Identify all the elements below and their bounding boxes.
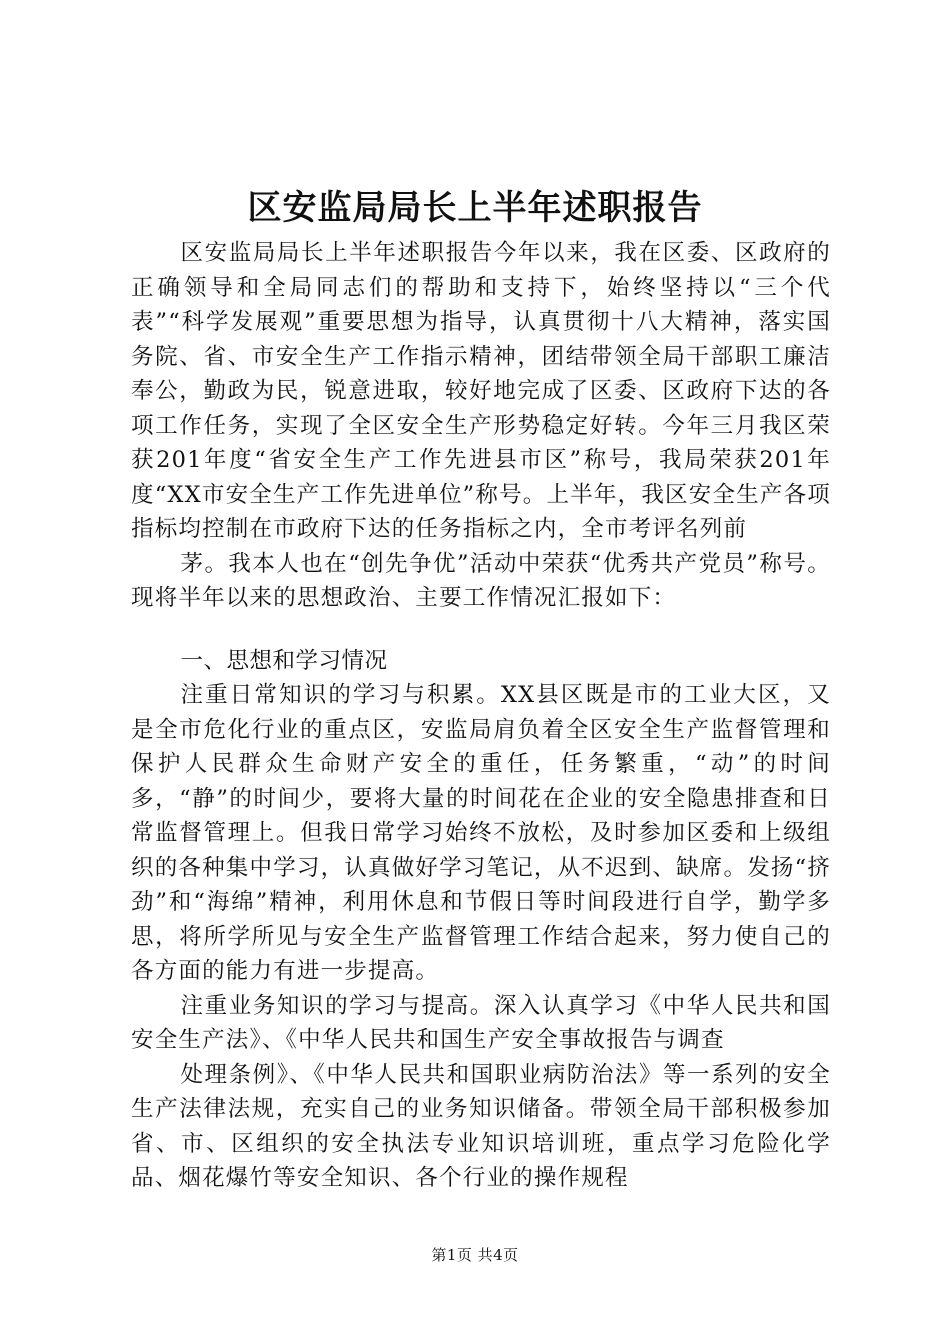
body-paragraph: 处理条例》、《中华人民共和国职业病防治法》等一系列的安全生产法律法规，充实自己的业务知识储备。带领全局干部积极参加省、市、区组织的安全执法专业知识培训班，重点学习危险化学品、烟花爆竹等安全知识、各个行业的操作规程 — [131, 1061, 831, 1191]
page-number-footer: 第1页 共4页 — [431, 1246, 519, 1264]
body-paragraph: 区安监局局长上半年述职报告今年以来，我在区委、区政府的正确领导和全局同志们的帮助和支持下，始终坚持以“三个代表”“科学发展观”重要思想为指导，认真贯彻十八大精神，落实国务院、省、市安全生产工作指示精神，团结带领全局干部职工廉洁奉公，勤政为民，锐意进取，较好地完成了区委、区政府下达的各项工作任务，实现了全区安全生产形势稳定好转。今年三月我区荣获201年度“省安全生产工作先进县市区”称号，我局荣获201年度“XX市安全生产工作先进单位”称号。上半年，我区安全生产各项指标均控制在市政府下达的任务指标之内，全市考评名列前 — [131, 240, 831, 542]
section-heading: 一、思想和学习情况 — [180, 647, 388, 674]
document-title: 区安监局局长上半年述职报告 — [247, 188, 703, 228]
body-paragraph: 注重业务知识的学习与提高。深入认真学习《中华人民共和国安全生产法》、《中华人民共和国生产安全事故报告与调查 — [131, 992, 831, 1053]
body-paragraph: 注重日常知识的学习与积累。XX县区既是市的工业大区，又是全市危化行业的重点区，安监局肩负着全区安全生产监督管理和保护人民群众生命财产安全的重任，任务繁重，“动”的时间多，“静”的时间少，要将大量的时间花在企业的安全隐患排查和日常监督管理上。但我日常学习始终不放松，及时参加区委和上级组织的各种集中学习，认真做好学习笔记，从不迟到、缺席。发扬“挤劲”和“海绵”精神，利用休息和节假日等时间段进行自学，勤学多思，将所学所见与安全生产监督管理工作结合起来，努力使自己的各方面的能力有进一步提高。 — [131, 682, 832, 984]
document-body — [131, 236, 831, 1196]
body-paragraph: 茅。我本人也在“创先争优”活动中荣获“优秀共产党员”称号。现将半年以来的思想政治、主要工作情况汇报如下： — [131, 550, 831, 611]
